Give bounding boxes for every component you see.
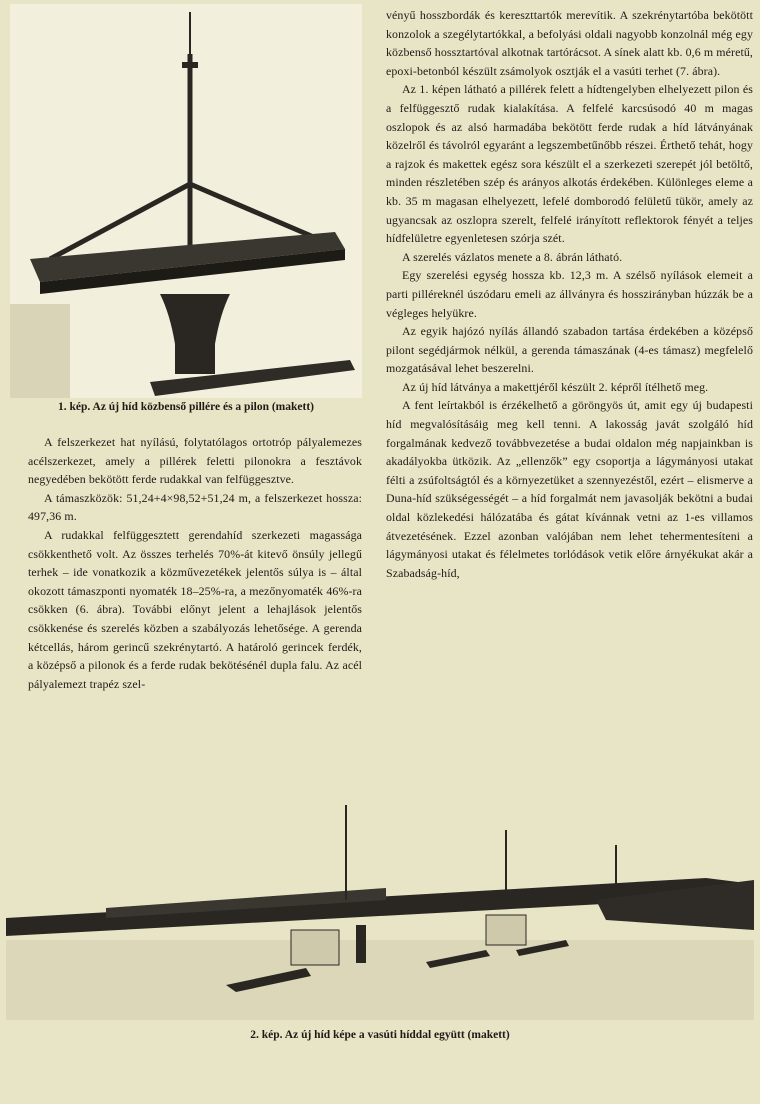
figure-1-caption: 1. kép. Az új híd közbenső pillére és a pilon (makett) — [58, 401, 314, 413]
paragraph: Az új híd látványa a makettjéről készült 2. képről ítélhető meg. — [402, 379, 709, 394]
figure-2-photo — [6, 800, 754, 1020]
paragraph: Egy szerelési egység hossza kb. 12,3 m. A szélső nyílások elemeit a parti pilléreknél úszódaru emeli az állványra és hosszirányban húzzák be a végleges helyükre. — [386, 268, 753, 320]
paragraph: A felszerkezet hat nyílású, folytatólagos ortotróp pályalemezes acélszerkezet, amely a pillérek feletti pilonokra a fesztávok negyedében bekötött ferde rudakkal van felfüggesztve. — [28, 435, 362, 487]
paragraph: A rudakkal felfüggesztett gerendahíd szerkezeti magassága csökkenthető volt. Az összes terhelés 70%-át kitevő önsúly jellegű terhek – ide vonatkozik a közművezetékek jelentős súlya is – által okozott támaszponti nyomaték 18–25%-ra, a mezőnyomaték 46%-ra csökken (6. ábra). További előnyt jelent a lehajlások jelentős csökkenése és szerelés közben a szabályozás lehetősége. A gerenda kétcellás, három gerincű szekrénytartó. A határoló gerincek ferdék, a középső a pilonok és a ferde rudak bekötésénél dupla falu. Az acél pályalemezt trapéz szel- — [28, 527, 362, 691]
figure-2-caption: 2. kép. Az új híd képe a vasúti híddal együtt (makett) — [250, 1029, 510, 1041]
paragraph: A támaszközök: 51,24+4×98,52+51,24 m, a felszerkezet hossza: 497,36 m. — [28, 490, 362, 524]
paragraph: A fent leírtakból is érzékelhető a göröngyös út, amit egy új budapesti híd megvalósításáig meg kell tenni. A lakosság javát szolgáló híd forgalmának kedvező továbbvezetése a budai oldalon még napjainkban is akadályokba ütközik. Az „ellenzők” egy csoportja a lágymányosi utakat félti a zsúfoltságtól és a környezetüket a szennyezéstől, ezért – elismerve a Duna-híd szükségességét – a híd forgalmát nem javasolják bekötni a budai oldal közlekedési hálózatába és gátat kívánnak vetni az 1-es villamos átvezetésének. Ezzel azonban valójában nem lehet tehermentesíteni a lágymányosi utakat és félelmetes torlódások vetik előre árnyékukat akár a Szabadság-híd, — [386, 398, 753, 580]
pylon-model-image — [10, 4, 362, 398]
paragraph: Az 1. képen látható a pillérek felett a hídtengelyben elhelyezett pilon és a felfüggesztő rudak kialakítása. A felfelé karcsúsodó 40 m magas oszlopok és az alsó harmadába bekötött ferde rudak a híd látványának közelről és távolról egyaránt a legszembetűnőbb részei. Érthető tehát, hogy a rajzok és makettek egész sora készült el a szerkezeti szerepét jól betöltő, minden részletében szép és arányos alkotás érdekében. Különleges eleme a kb. 35 m magasan elhelyezett, lefelé domborodó felületű tükör, amely az ugyancsak az oszlopra szerelt, felfelé irányított reflektorok fényét a teljes hídfelületre egyenletesen szórja szét. — [386, 82, 753, 246]
bridge-model-image — [6, 800, 754, 1020]
paragraph: Az egyik hajózó nyílás állandó szabadon tartása érdekében a középső pilont segédjármok nélkül, a gerenda támaszának (4-es támasz) megfelelő mozgatásával lehet beszerelni. — [386, 324, 753, 376]
figure-1-photo — [10, 4, 362, 398]
right-text-column — [386, 6, 753, 582]
paragraph: A szerelés vázlatos menete a 8. ábrán látható. — [402, 249, 623, 264]
paragraph: vényű hosszbordák és kereszttartók merevítik. A szekrénytartóba bekötött konzolok a szegélytartókkal, a befolyási oldali nagyobb konzolnál még egy közbenső hossztartóval alkotnak tartórácsot. A sínek alatt kb. 0,6 m méretű, epoxi-betonból készült zsámolyok osztják el a vasúti terhet (7. ábra). — [386, 8, 753, 78]
left-text-column — [28, 433, 362, 693]
